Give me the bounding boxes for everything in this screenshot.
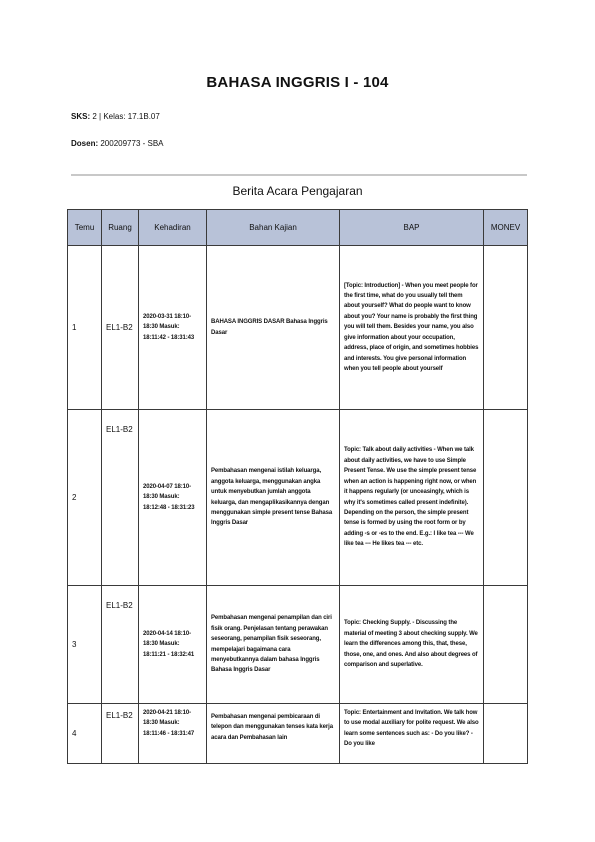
cell-bap: Topic: Entertainment and Invitation. We talk how to use modal auxiliary for polite request. We also learn some sentences such as: - Do you like? - Do you like — [340, 704, 484, 764]
cell-bahan-kajian: Pembahasan mengenai pembicaraan di telepon dan menggunakan tenses kata kerja acara dan Pembahasan lain — [207, 704, 340, 764]
header-bap: BAP — [340, 210, 484, 246]
table-row — [68, 586, 528, 704]
cell-monev — [484, 704, 528, 764]
cell-ruang: EL1-B2 — [102, 704, 139, 764]
section-title: Berita Acara Pengajaran — [232, 184, 363, 198]
section-divider — [71, 174, 527, 176]
cell-bap: Topic: Talk about daily activities - When we talk about daily activities, we have to use Simple Present Tense. We use the simple present tense when an action is happening right now, or when it happens regularly (or unceasingly, which is why it's sometimes called present indefinite). Depending on the person, the simple present tense is formed by using the root form or by adding -s or -es to the end. E.g.: I like tea --- We like tea --- He likes tea --- etc. — [340, 410, 484, 586]
cell-monev — [484, 410, 528, 586]
header-temu: Temu — [68, 210, 102, 246]
table-header-row — [68, 210, 528, 246]
cell-temu: 3 — [68, 586, 102, 704]
cell-temu: 4 — [68, 704, 102, 764]
cell-bahan-kajian: BAHASA INGGRIS DASAR Bahasa Inggris Dasar — [207, 246, 340, 410]
header-ruang: Ruang — [102, 210, 139, 246]
course-title: BAHASA INGGRIS I - 104 — [206, 74, 389, 91]
cell-kehadiran: 2020-04-07 18:10-18:30 Masuk: 18:12:48 - 18:31:23 — [139, 410, 207, 586]
header-kehadiran: Kehadiran — [139, 210, 207, 246]
cell-ruang: EL1-B2 — [102, 246, 139, 410]
cell-kehadiran: 2020-04-21 18:10-18:30 Masuk: 18:11:46 - 18:31:47 — [139, 704, 207, 764]
course-info — [71, 112, 160, 121]
cell-ruang: EL1-B2 — [102, 586, 139, 704]
cell-bap: Topic: Checking Supply. - Discussing the material of meeting 3 about checking supply. We learn the differences among this, that, these, those, one, and ones. And also about degrees of comparison and superlative. — [340, 586, 484, 704]
cell-bahan-kajian: Pembahasan mengenai istilah keluarga, anggota keluarga, menggunakan angka untuk menyebutkan jumlah anggota keluarga, dan mengaplikasikannya dengan menggunakan simple present tense Bahasa Inggris Dasar — [207, 410, 340, 586]
cell-temu: 2 — [68, 410, 102, 586]
dosen-label: Dosen: — [71, 139, 99, 148]
cell-ruang: EL1-B2 — [102, 410, 139, 586]
cell-bap: [Topic: Introduction] - When you meet people for the first time, what do you usually tell them about yourself? What do people want to know about you? Your name is probably the first thing you will tell them. Besides your name, you also give information about your occupation, address, place of origin, and sometimes hobbies and interests. You give personal information when you tell people about yourself — [340, 246, 484, 410]
cell-monev — [484, 246, 528, 410]
cell-kehadiran: 2020-03-31 18:10-18:30 Masuk: 18:11:42 - 18:31:43 — [139, 246, 207, 410]
teaching-report-table — [67, 209, 528, 764]
cell-monev — [484, 586, 528, 704]
dosen-value: 200209773 - SBA — [100, 139, 164, 148]
table-row — [68, 246, 528, 410]
table-row — [68, 704, 528, 764]
sks-label: SKS: — [71, 112, 91, 121]
lecturer-info — [71, 139, 164, 148]
cell-temu: 1 — [68, 246, 102, 410]
sks-class-value: 2 | Kelas: 17.1B.07 — [92, 112, 160, 121]
header-bahan-kajian: Bahan Kajian — [207, 210, 340, 246]
cell-kehadiran: 2020-04-14 18:10-18:30 Masuk: 18:11:21 - 18:32:41 — [139, 586, 207, 704]
cell-bahan-kajian: Pembahasan mengenai penampilan dan ciri fisik orang. Penjelasan tentang perawakan seseorang, penampilan fisik seseorang, mempelajari bagaimana cara menyebutkannya dalam bahasa Inggris Bahasa Inggris Dasar — [207, 586, 340, 704]
header-monev: MONEV — [484, 210, 528, 246]
table-row — [68, 410, 528, 586]
